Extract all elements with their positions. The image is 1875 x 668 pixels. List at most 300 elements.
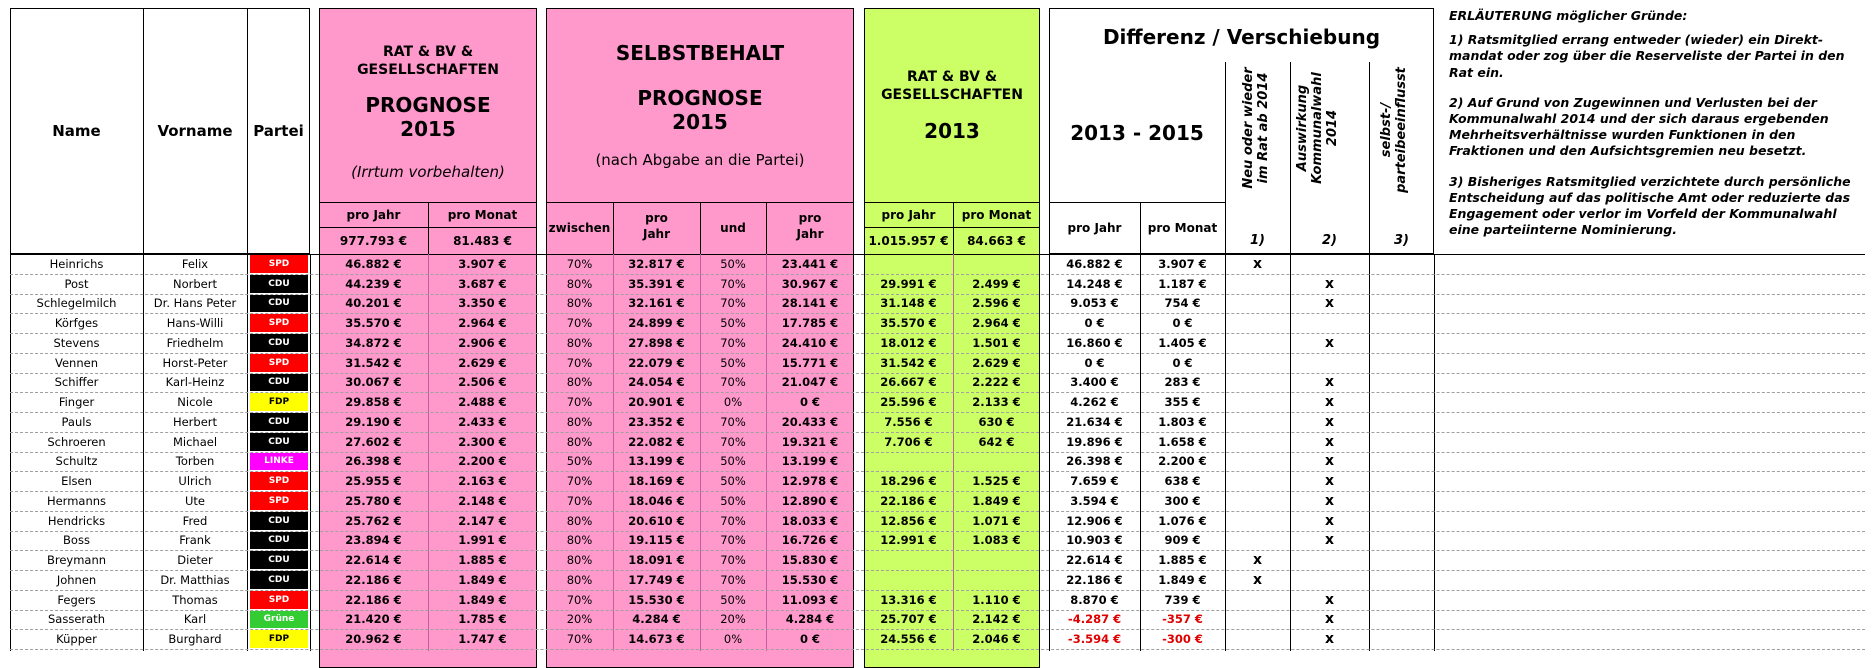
- cell-rat2015-jahr: 27.602 €: [345, 434, 402, 449]
- selbst-year: 2015: [672, 110, 728, 134]
- header-partei: Partei: [253, 122, 304, 140]
- cell-diff-monat: 754 €: [1164, 296, 1201, 311]
- cell-rat2015-monat: 3.907 €: [458, 256, 507, 271]
- cell-rat2013-jahr: 7.706 €: [884, 434, 933, 449]
- cell-diff-monat: -357 €: [1162, 612, 1203, 627]
- cell-selbst-jahr-1: 20.901 €: [628, 395, 685, 410]
- cell-diff-jahr: 14.248 €: [1066, 276, 1123, 291]
- cell-percent-1: 80%: [566, 513, 593, 528]
- cell-reason-3: [1369, 274, 1434, 294]
- cell-selbst-jahr-2: 24.410 €: [781, 335, 839, 350]
- cell-selbst-jahr-1: 20.610 €: [628, 513, 685, 528]
- cell-vorname: Ulrich: [178, 474, 212, 489]
- cell-percent-1: 70%: [566, 592, 593, 607]
- selbst-pro-jahr-b: [766, 210, 854, 250]
- cell-rat2015-jahr: 29.858 €: [345, 395, 402, 410]
- cell-reason-3: [1369, 313, 1434, 333]
- rat2015-line2: GESELLSCHAFTEN: [357, 62, 499, 78]
- cell-name: Heinrichs: [49, 256, 104, 271]
- reason2-header: [1295, 53, 1343, 203]
- cell-reason-1: [1225, 590, 1290, 610]
- cell-diff-monat: 1.187 €: [1158, 276, 1207, 291]
- cell-percent-2: 50%: [720, 592, 746, 607]
- cell-rat2013-jahr: 31.148 €: [880, 296, 937, 311]
- cell-percent-1: 70%: [566, 316, 593, 331]
- cell-reason-1: [1225, 511, 1290, 531]
- cell-reason-3: [1369, 629, 1434, 649]
- header-vorname: Vorname: [157, 122, 233, 140]
- reason3-num: 3): [1394, 232, 1409, 248]
- cell-reason-2: [1290, 570, 1369, 590]
- cell-percent-1: 80%: [566, 296, 593, 311]
- cell-diff-monat: 1.076 €: [1158, 513, 1207, 528]
- cell-rat2013-jahr: 29.991 €: [880, 276, 937, 291]
- cell-rat2013-jahr: 12.856 €: [880, 513, 937, 528]
- cell-partei: FDP: [250, 630, 308, 648]
- cell-reason-3: [1369, 432, 1434, 452]
- reason2-line1: Auswirkung: [1295, 84, 1310, 172]
- cell-rat2013-monat: 1.071 €: [972, 513, 1021, 528]
- cell-diff-monat: 1.658 €: [1158, 434, 1207, 449]
- cell-rat2013-jahr: 24.556 €: [880, 632, 937, 647]
- rat2015-line1: RAT & BV &: [382, 44, 474, 60]
- cell-reason-2: x: [1324, 532, 1335, 549]
- cell-name: Elsen: [61, 474, 92, 489]
- cell-reason-1: [1225, 471, 1290, 491]
- cell-rat2013-jahr: 18.296 €: [880, 474, 937, 489]
- cell-vorname: Michael: [172, 434, 218, 449]
- cell-vorname: Torben: [175, 454, 215, 469]
- diff-pro-jahr: pro Jahr: [1067, 221, 1122, 235]
- cell-diff-monat: 1.885 €: [1158, 553, 1207, 568]
- cell-rat2015-jahr: 30.067 €: [345, 375, 402, 390]
- cell-rat2015-monat: 2.147 €: [458, 513, 507, 528]
- cell-reason-3: [1369, 333, 1434, 353]
- rat2015-year: 2015: [400, 117, 456, 141]
- reason3-line2: parteibeeinflusst: [1394, 67, 1409, 193]
- cell-percent-2: 70%: [720, 375, 746, 390]
- rat2013-total-monat: 84.663 €: [967, 233, 1026, 248]
- explanation-1: 1) Ratsmitglied errang entweder (wieder) ein Direkt-mandat oder zog über die Reserveliste der Partei in den Rat ein.: [1449, 32, 1845, 80]
- cell-reason-1: [1225, 333, 1290, 353]
- reason3-header: [1379, 55, 1413, 205]
- cell-percent-2: 70%: [720, 434, 746, 449]
- cell-reason-1: [1225, 373, 1290, 393]
- cell-percent-1: 70%: [566, 355, 593, 370]
- cell-percent-2: 70%: [720, 276, 746, 291]
- cell-vorname: Horst-Peter: [162, 355, 228, 370]
- cell-percent-1: 70%: [566, 474, 593, 489]
- cell-percent-2: 70%: [720, 513, 746, 528]
- selbst-und: und: [720, 221, 746, 235]
- cell-rat2015-monat: 2.488 €: [458, 395, 507, 410]
- rat2013-pro-jahr: pro Jahr: [881, 207, 936, 222]
- cell-diff-monat: 909 €: [1164, 533, 1201, 548]
- cell-rat2015-monat: 1.849 €: [458, 592, 507, 607]
- cell-reason-3: [1369, 254, 1434, 274]
- rat2015-total-jahr: 977.793 €: [339, 233, 408, 248]
- cell-rat2015-jahr: 34.872 €: [345, 335, 402, 350]
- cell-partei: CDU: [250, 334, 308, 352]
- cell-diff-monat: 1.849 €: [1158, 572, 1207, 587]
- cell-name: Stevens: [53, 335, 100, 350]
- cell-diff-monat: 739 €: [1164, 592, 1201, 607]
- cell-partei: CDU: [250, 275, 308, 293]
- diff-pro-monat: pro Monat: [1147, 221, 1218, 235]
- cell-diff-monat: 1.803 €: [1158, 414, 1207, 429]
- cell-selbst-jahr-1: 18.169 €: [628, 474, 685, 489]
- cell-rat2013-monat: 2.142 €: [972, 612, 1021, 627]
- cell-rat2015-monat: 2.629 €: [458, 355, 507, 370]
- cell-rat2013-jahr: 22.186 €: [880, 493, 937, 508]
- cell-partei: CDU: [250, 551, 308, 569]
- rat2015-pro-monat: pro Monat: [447, 207, 518, 222]
- cell-percent-1: 80%: [566, 533, 593, 548]
- cell-partei: CDU: [250, 374, 308, 392]
- cell-partei: CDU: [250, 571, 308, 589]
- cell-reason-1: [1225, 452, 1290, 472]
- cell-diff-monat: 3.907 €: [1158, 256, 1207, 271]
- cell-reason-2: x: [1324, 611, 1335, 628]
- rat2015-note: (Irrtum vorbehalten): [351, 163, 505, 181]
- rat2013-year: 2013: [924, 119, 980, 143]
- cell-selbst-jahr-2: 21.047 €: [781, 375, 839, 390]
- cell-reason-3: [1369, 412, 1434, 432]
- cell-vorname: Nicole: [177, 395, 213, 410]
- cell-partei: SPD: [250, 354, 308, 372]
- cell-rat2015-jahr: 21.420 €: [345, 612, 402, 627]
- cell-percent-1: 70%: [566, 632, 593, 647]
- cell-reason-1: x: [1252, 571, 1263, 588]
- cell-percent-1: 20%: [566, 612, 593, 627]
- cell-diff-jahr: 22.614 €: [1066, 553, 1123, 568]
- cell-selbst-jahr-2: 11.093 €: [781, 592, 839, 607]
- cell-selbst-jahr-2: 0 €: [799, 632, 820, 647]
- cell-rat2013-monat: 2.596 €: [972, 296, 1021, 311]
- cell-percent-1: 50%: [566, 454, 593, 469]
- cell-vorname: Dr. Hans Peter: [153, 296, 237, 311]
- cell-rat2013-monat: 1.501 €: [972, 335, 1021, 350]
- rat2013-line1: RAT & BV &: [906, 69, 998, 85]
- cell-percent-1: 80%: [566, 276, 593, 291]
- cell-rat2015-monat: 1.747 €: [458, 632, 507, 647]
- cell-diff-jahr: 8.870 €: [1070, 592, 1119, 607]
- cell-selbst-jahr-2: 18.033 €: [781, 513, 839, 528]
- cell-name: Finger: [58, 395, 95, 410]
- cell-reason-1: [1225, 412, 1290, 432]
- cell-name: Boss: [63, 533, 90, 548]
- cell-percent-1: 80%: [566, 414, 593, 429]
- cell-reason-2: [1290, 254, 1369, 274]
- cell-reason-2: x: [1324, 374, 1335, 391]
- cell-percent-2: 0%: [723, 632, 743, 647]
- rat2015-prognose: PROGNOSE: [365, 93, 491, 117]
- cell-rat2015-monat: 1.785 €: [458, 612, 507, 627]
- cell-percent-2: 70%: [720, 572, 746, 587]
- cell-selbst-jahr-1: 27.898 €: [628, 335, 685, 350]
- cell-rat2015-jahr: 26.398 €: [345, 454, 402, 469]
- cell-reason-2: x: [1324, 631, 1335, 648]
- cell-name: Pauls: [61, 414, 92, 429]
- cell-percent-1: 70%: [566, 493, 593, 508]
- cell-partei: CDU: [250, 413, 308, 431]
- cell-reason-2: x: [1324, 413, 1335, 430]
- cell-rat2013-jahr: 31.542 €: [880, 355, 937, 370]
- row-separator: [10, 649, 1865, 650]
- cell-reason-2: x: [1324, 473, 1335, 490]
- cell-rat2015-jahr: 35.570 €: [345, 316, 402, 331]
- cell-diff-monat: -300 €: [1162, 632, 1203, 647]
- cell-vorname: Dieter: [177, 553, 213, 568]
- cell-name: Schiffer: [54, 375, 99, 390]
- cell-rat2015-monat: 1.885 €: [458, 553, 507, 568]
- cell-rat2013-monat: 2.133 €: [972, 395, 1021, 410]
- cell-selbst-jahr-1: 18.046 €: [628, 493, 685, 508]
- cell-rat2015-jahr: 22.186 €: [345, 592, 402, 607]
- cell-vorname: Felix: [181, 256, 209, 271]
- cell-diff-jahr: 22.186 €: [1066, 572, 1123, 587]
- reason2-num: 2): [1322, 232, 1337, 248]
- cell-selbst-jahr-1: 22.079 €: [628, 355, 685, 370]
- cell-reason-3: [1369, 550, 1434, 570]
- cell-selbst-jahr-1: 4.284 €: [632, 612, 681, 627]
- cell-name: Sasserath: [48, 612, 105, 627]
- cell-selbst-jahr-1: 24.899 €: [628, 316, 685, 331]
- cell-diff-jahr: 3.594 €: [1070, 493, 1119, 508]
- cell-diff-jahr: 0 €: [1084, 355, 1105, 370]
- cell-rat2015-monat: 2.200 €: [458, 454, 507, 469]
- cell-reason-2: x: [1324, 275, 1335, 292]
- cell-diff-jahr: 10.903 €: [1066, 533, 1123, 548]
- cell-reason-3: [1369, 491, 1434, 511]
- cell-selbst-jahr-1: 32.817 €: [628, 256, 685, 271]
- rat2015-pro-jahr: pro Jahr: [346, 207, 401, 222]
- cell-diff-monat: 300 €: [1164, 493, 1201, 508]
- cell-rat2015-monat: 1.991 €: [458, 533, 507, 548]
- cell-reason-3: [1369, 590, 1434, 610]
- cell-percent-2: 50%: [720, 316, 746, 331]
- cell-rat2015-jahr: 44.239 €: [345, 276, 402, 291]
- cell-rat2013-monat: 642 €: [978, 434, 1015, 449]
- selbst-jahr-b: Jahr: [796, 227, 824, 241]
- header-name: Name: [52, 122, 101, 140]
- cell-selbst-jahr-2: 0 €: [799, 395, 820, 410]
- cell-selbst-jahr-2: 17.785 €: [781, 316, 839, 331]
- cell-reason-3: [1369, 570, 1434, 590]
- cell-rat2013-monat: 1.083 €: [972, 533, 1021, 548]
- cell-reason-2: [1290, 353, 1369, 373]
- cell-partei: FDP: [250, 393, 308, 411]
- cell-reason-1: [1225, 629, 1290, 649]
- cell-name: Schlegelmilch: [36, 296, 117, 311]
- cell-diff-monat: 355 €: [1164, 395, 1201, 410]
- cell-selbst-jahr-2: 20.433 €: [781, 414, 839, 429]
- cell-selbst-jahr-2: 28.141 €: [781, 296, 839, 311]
- explanation-2: 2) Auf Grund von Zugewinnen und Verlusten bei der Kommunalwahl 2014 und der sich daraus ergebenden Mehrheitsverhältnisse wurden Funktionen in den Fraktionen und den Aufsichtsgremien neu besetzt.: [1449, 94, 1829, 159]
- cell-rat2015-monat: 2.163 €: [458, 474, 507, 489]
- rat2013-line2: GESELLSCHAFTEN: [881, 87, 1023, 103]
- cell-rat2015-monat: 2.506 €: [458, 375, 507, 390]
- cell-rat2013-jahr: 18.012 €: [880, 335, 937, 350]
- cell-selbst-jahr-2: 13.199 €: [781, 454, 839, 469]
- cell-percent-1: 70%: [566, 395, 593, 410]
- cell-vorname: Karl-Heinz: [165, 375, 225, 390]
- cell-selbst-jahr-2: 15.830 €: [781, 553, 839, 568]
- selbst-note: (nach Abgabe an die Partei): [595, 151, 805, 169]
- cell-rat2013-jahr: 26.667 €: [880, 375, 937, 390]
- cell-vorname: Ute: [184, 493, 205, 508]
- cell-reason-1: [1225, 274, 1290, 294]
- cell-reason-1: [1225, 392, 1290, 412]
- cell-reason-3: [1369, 511, 1434, 531]
- cell-partei: CDU: [250, 295, 308, 313]
- reason3-line1: selbst-/: [1379, 102, 1394, 158]
- cell-name: Hermanns: [46, 493, 107, 508]
- cell-reason-3: [1369, 531, 1434, 551]
- cell-partei: SPD: [250, 255, 308, 273]
- cell-selbst-jahr-1: 32.161 €: [628, 296, 685, 311]
- explanation-3: 3) Bisheriges Ratsmitglied verzichtete durch persönliche Entscheidung auf das politische Amt oder reduzierte das Engagement oder verlor im Vorfeld der Kommunalwahl eine parteiinterne Nominierung.: [1449, 173, 1851, 238]
- cell-diff-jahr: 3.400 €: [1070, 375, 1119, 390]
- cell-rat2015-jahr: 31.542 €: [345, 355, 402, 370]
- cell-name: Schultz: [55, 454, 98, 469]
- cell-selbst-jahr-1: 23.352 €: [628, 414, 685, 429]
- cell-reason-3: [1369, 294, 1434, 314]
- cell-rat2013-monat: 2.499 €: [972, 276, 1021, 291]
- cell-rat2013-monat: 2.964 €: [972, 316, 1021, 331]
- cell-percent-2: 20%: [720, 612, 746, 627]
- cell-rat2015-jahr: 20.962 €: [345, 632, 402, 647]
- cell-name: Johnen: [56, 572, 97, 587]
- cell-rat2015-jahr: 25.955 €: [345, 474, 402, 489]
- cell-reason-1: [1225, 353, 1290, 373]
- cell-name: Küpper: [56, 632, 97, 647]
- cell-rat2015-jahr: 40.201 €: [345, 296, 402, 311]
- cell-reason-2: x: [1324, 453, 1335, 470]
- cell-selbst-jahr-1: 19.115 €: [628, 533, 685, 548]
- cell-selbst-jahr-1: 35.391 €: [628, 276, 685, 291]
- cell-diff-jahr: 19.896 €: [1066, 434, 1123, 449]
- cell-reason-2: [1290, 313, 1369, 333]
- cell-selbst-jahr-2: 15.530 €: [781, 572, 839, 587]
- cell-vorname: Dr. Matthias: [160, 572, 230, 587]
- cell-name: Schroeren: [47, 434, 106, 449]
- cell-partei: SPD: [250, 314, 308, 332]
- cell-partei: SPD: [250, 472, 308, 490]
- cell-percent-2: 50%: [720, 454, 746, 469]
- cell-rat2013-monat: 2.046 €: [972, 632, 1021, 647]
- cell-rat2013-monat: 1.525 €: [972, 474, 1021, 489]
- cell-vorname: Herbert: [172, 414, 218, 429]
- cell-diff-jahr: 16.860 €: [1066, 335, 1123, 350]
- cell-rat2013-jahr: [864, 254, 953, 274]
- cell-rat2015-jahr: 22.614 €: [345, 553, 402, 568]
- cell-reason-2: x: [1324, 334, 1335, 351]
- cell-selbst-jahr-2: 19.321 €: [781, 434, 839, 449]
- cell-diff-monat: 283 €: [1164, 375, 1201, 390]
- cell-selbst-jahr-1: 18.091 €: [628, 553, 685, 568]
- cell-diff-jahr: 12.906 €: [1066, 513, 1123, 528]
- cell-percent-2: 50%: [720, 256, 746, 271]
- cell-rat2013-monat: 2.629 €: [972, 355, 1021, 370]
- reason1-num: 1): [1250, 232, 1265, 248]
- cell-name: Hendricks: [47, 513, 106, 528]
- cell-rat2015-jahr: 29.190 €: [345, 414, 402, 429]
- cell-rat2015-jahr: 22.186 €: [345, 572, 402, 587]
- cell-rat2013-jahr: 7.556 €: [884, 414, 933, 429]
- cell-diff-jahr: 4.262 €: [1070, 395, 1119, 410]
- cell-diff-jahr: 7.659 €: [1070, 474, 1119, 489]
- cell-rat2013-jahr: [864, 570, 953, 590]
- cell-diff-jahr: 9.053 €: [1070, 296, 1119, 311]
- cell-rat2015-jahr: 46.882 €: [345, 256, 402, 271]
- cell-reason-3: [1369, 610, 1434, 630]
- cell-rat2015-monat: 3.687 €: [458, 276, 507, 291]
- cell-name: Körfges: [54, 316, 99, 331]
- cell-rat2015-monat: 2.906 €: [458, 335, 507, 350]
- cell-selbst-jahr-2: 15.771 €: [781, 355, 839, 370]
- cell-vorname: Thomas: [172, 592, 218, 607]
- reason1-line2: im Rat ab 2014: [1256, 72, 1271, 184]
- cell-selbst-jahr-1: 13.199 €: [628, 454, 685, 469]
- selbst-pro-a: pro: [645, 211, 668, 225]
- cell-percent-2: 0%: [723, 395, 743, 410]
- cell-partei: SPD: [250, 492, 308, 510]
- cell-diff-jahr: 21.634 €: [1066, 414, 1123, 429]
- cell-percent-2: 70%: [720, 335, 746, 350]
- cell-reason-3: [1369, 471, 1434, 491]
- selbst-title: SELBSTBEHALT: [615, 41, 785, 65]
- cell-vorname: Friedhelm: [166, 335, 224, 350]
- cell-name: Fegers: [57, 592, 96, 607]
- cell-reason-2: x: [1324, 394, 1335, 411]
- cell-reason-1: [1225, 313, 1290, 333]
- cell-reason-2: [1290, 550, 1369, 570]
- cell-diff-jahr: -4.287 €: [1067, 612, 1122, 627]
- cell-rat2013-jahr: [864, 452, 953, 472]
- rat2013-total-jahr: 1.015.957 €: [868, 233, 949, 248]
- cell-reason-1: [1225, 432, 1290, 452]
- cell-percent-2: 70%: [720, 533, 746, 548]
- cell-selbst-jahr-1: 22.082 €: [628, 434, 685, 449]
- rat2015-total-monat: 81.483 €: [453, 233, 512, 248]
- cell-percent-2: 70%: [720, 553, 746, 568]
- cell-reason-3: [1369, 373, 1434, 393]
- cell-rat2015-monat: 2.300 €: [458, 434, 507, 449]
- cell-reason-2: x: [1324, 512, 1335, 529]
- cell-percent-2: 70%: [720, 296, 746, 311]
- reason1-line1: Neu oder wieder: [1241, 67, 1256, 189]
- cell-selbst-jahr-1: 24.054 €: [628, 375, 685, 390]
- cell-rat2013-monat: 1.110 €: [972, 592, 1021, 607]
- cell-reason-1: [1225, 491, 1290, 511]
- cell-diff-jahr: 0 €: [1084, 316, 1105, 331]
- reason2-line3: 2014: [1325, 109, 1340, 147]
- cell-selbst-jahr-2: 12.978 €: [781, 474, 839, 489]
- cell-diff-jahr: -3.594 €: [1067, 632, 1122, 647]
- cell-reason-3: [1369, 353, 1434, 373]
- cell-reason-1: [1225, 610, 1290, 630]
- cell-partei: LINKE: [250, 453, 308, 471]
- diff-title: Differenz / Verschiebung: [1102, 25, 1381, 49]
- cell-reason-2: x: [1324, 295, 1335, 312]
- cell-selbst-jahr-1: 17.749 €: [628, 572, 685, 587]
- cell-reason-1: [1225, 294, 1290, 314]
- cell-rat2015-monat: 2.148 €: [458, 493, 507, 508]
- explanation-title: ERLÄUTERUNG möglicher Gründe:: [1449, 8, 1688, 23]
- selbst-prognose: PROGNOSE: [637, 86, 763, 110]
- cell-rat2015-monat: 2.964 €: [458, 316, 507, 331]
